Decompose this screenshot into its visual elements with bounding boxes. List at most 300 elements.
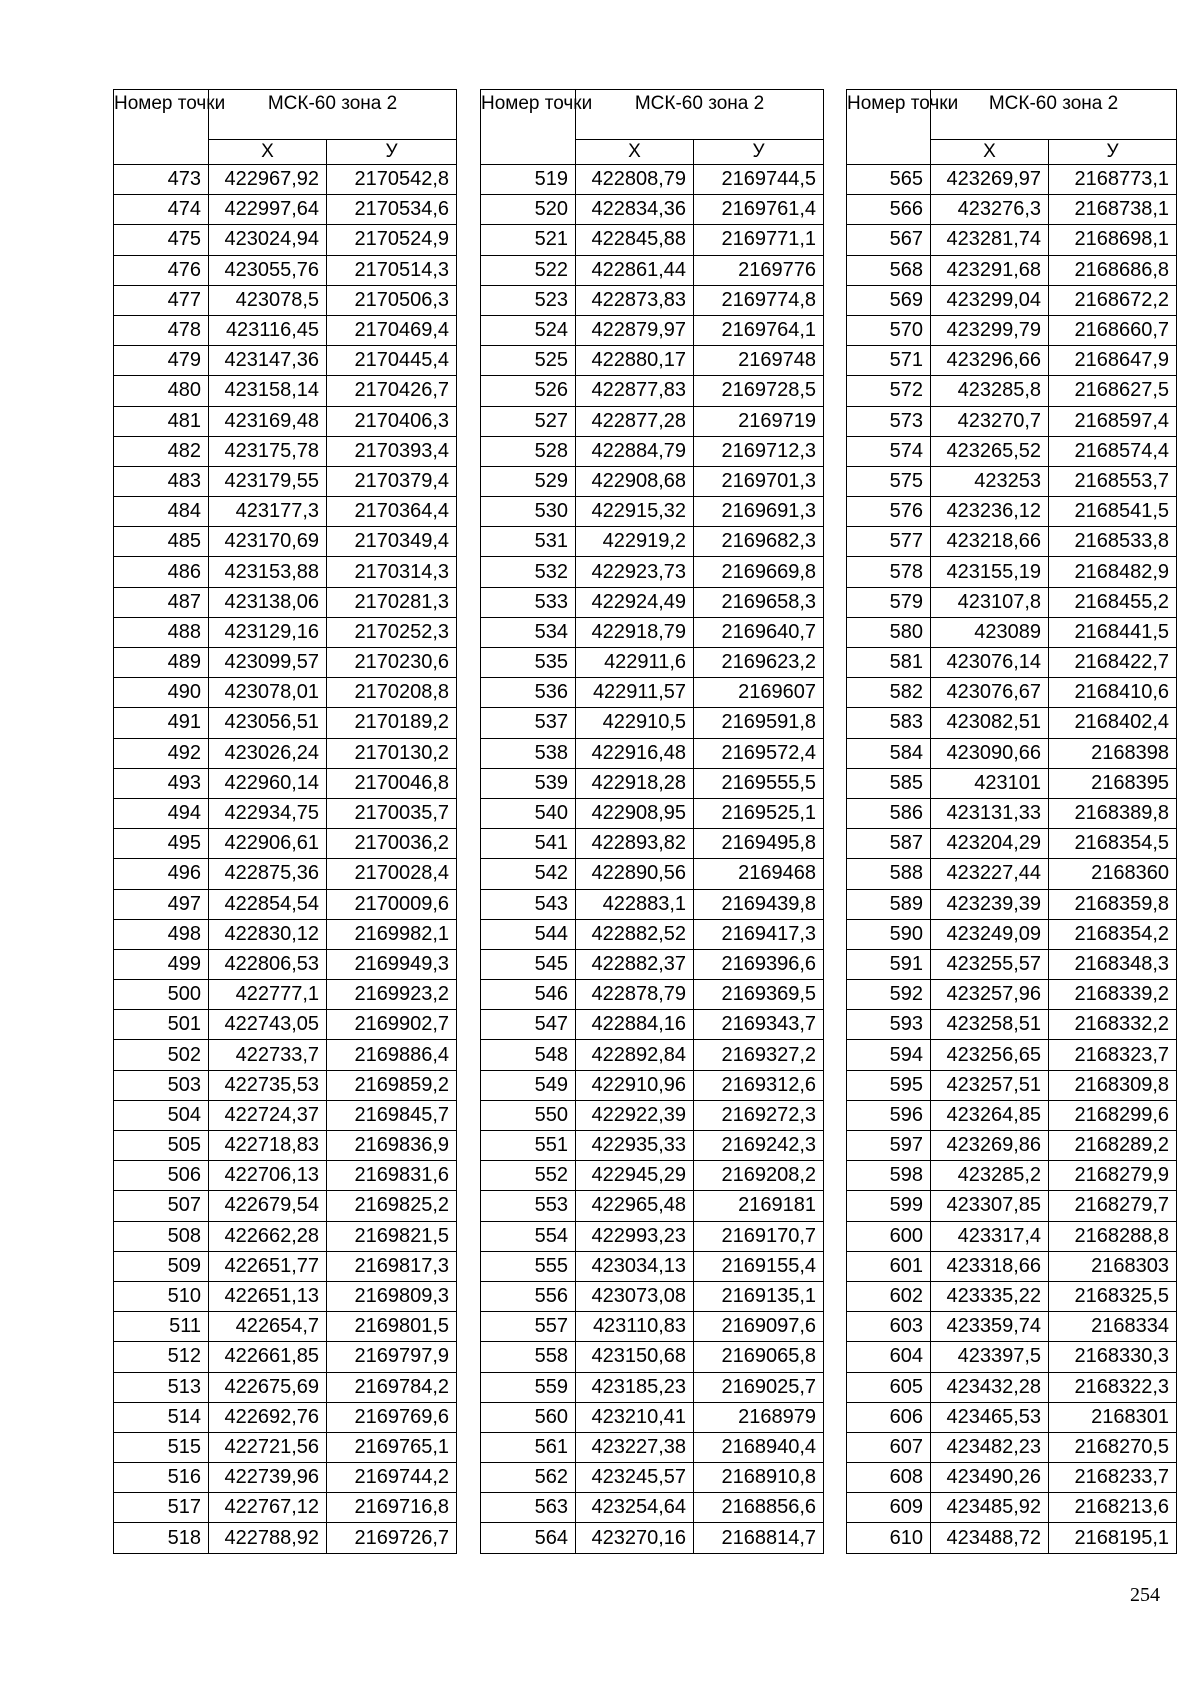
x-coordinate-cell: 422651,77 bbox=[209, 1251, 327, 1281]
x-coordinate-cell: 423204,29 bbox=[931, 829, 1049, 859]
y-coordinate-cell: 2168574,4 bbox=[1049, 436, 1177, 466]
x-coordinate-cell: 423291,68 bbox=[931, 255, 1049, 285]
x-coordinate-cell: 422884,16 bbox=[576, 1010, 694, 1040]
x-coordinate-cell: 422724,37 bbox=[209, 1100, 327, 1130]
x-coordinate-cell: 423253 bbox=[931, 466, 1049, 496]
point-number-cell: 547 bbox=[481, 1010, 576, 1040]
y-coordinate-cell: 2170506,3 bbox=[327, 285, 457, 315]
table-row bbox=[481, 1010, 824, 1040]
table-row bbox=[481, 1100, 824, 1130]
x-coordinate-cell: 422911,6 bbox=[576, 648, 694, 678]
point-number-cell: 505 bbox=[114, 1131, 209, 1161]
point-number-cell: 475 bbox=[114, 225, 209, 255]
y-coordinate-cell: 2169658,3 bbox=[694, 587, 824, 617]
x-coordinate-cell: 423055,76 bbox=[209, 255, 327, 285]
x-coordinate-cell: 423299,04 bbox=[931, 285, 1049, 315]
y-coordinate-cell: 2168541,5 bbox=[1049, 497, 1177, 527]
y-coordinate-cell: 2168533,8 bbox=[1049, 527, 1177, 557]
x-coordinate-cell: 422877,28 bbox=[576, 406, 694, 436]
point-number-cell: 603 bbox=[847, 1312, 931, 1342]
table-row bbox=[847, 497, 1177, 527]
x-coordinate-cell: 422884,79 bbox=[576, 436, 694, 466]
y-coordinate-cell: 2169369,5 bbox=[694, 980, 824, 1010]
y-coordinate-cell: 2168389,8 bbox=[1049, 798, 1177, 828]
table-row bbox=[481, 1402, 824, 1432]
table-row bbox=[114, 1312, 457, 1342]
point-number-cell: 608 bbox=[847, 1463, 931, 1493]
point-number-cell: 540 bbox=[481, 798, 576, 828]
y-coordinate-cell: 2170208,8 bbox=[327, 678, 457, 708]
y-coordinate-cell: 2169726,7 bbox=[327, 1523, 457, 1553]
coordinate-system-header: МСК-60 зона 2 bbox=[931, 90, 1177, 140]
point-number-cell: 499 bbox=[114, 949, 209, 979]
table-row bbox=[114, 980, 457, 1010]
y-coordinate-cell: 2169242,3 bbox=[694, 1131, 824, 1161]
point-number-cell: 592 bbox=[847, 980, 931, 1010]
point-number-cell: 476 bbox=[114, 255, 209, 285]
table-row bbox=[481, 527, 824, 557]
point-number-cell: 553 bbox=[481, 1191, 576, 1221]
table-row bbox=[481, 829, 824, 859]
table-row bbox=[847, 980, 1177, 1010]
point-number-cell: 514 bbox=[114, 1402, 209, 1432]
y-coordinate-cell: 2169831,6 bbox=[327, 1161, 457, 1191]
point-number-cell: 568 bbox=[847, 255, 931, 285]
y-coordinate-cell: 2168979 bbox=[694, 1402, 824, 1432]
table-row bbox=[481, 648, 824, 678]
coordinates-table-3 bbox=[846, 89, 1177, 1554]
x-coordinate-cell: 423218,66 bbox=[931, 527, 1049, 557]
y-coordinate-cell: 2169691,3 bbox=[694, 497, 824, 527]
point-number-cell: 481 bbox=[114, 406, 209, 436]
x-coordinate-cell: 422911,57 bbox=[576, 678, 694, 708]
x-coordinate-cell: 422777,1 bbox=[209, 980, 327, 1010]
x-coordinate-cell: 423026,24 bbox=[209, 738, 327, 768]
point-number-cell: 509 bbox=[114, 1251, 209, 1281]
x-coordinate-cell: 423116,45 bbox=[209, 315, 327, 345]
point-number-cell: 494 bbox=[114, 798, 209, 828]
y-coordinate-cell: 2169902,7 bbox=[327, 1010, 457, 1040]
table-row bbox=[847, 859, 1177, 889]
point-number-cell: 498 bbox=[114, 919, 209, 949]
point-number-cell: 579 bbox=[847, 587, 931, 617]
point-number-header: Номер точки bbox=[847, 90, 931, 165]
y-coordinate-cell: 2169748 bbox=[694, 346, 824, 376]
y-coordinate-cell: 2169170,7 bbox=[694, 1221, 824, 1251]
table-row bbox=[481, 1191, 824, 1221]
y-coordinate-cell: 2169797,9 bbox=[327, 1342, 457, 1372]
y-coordinate-cell: 2169728,5 bbox=[694, 376, 824, 406]
point-number-cell: 578 bbox=[847, 557, 931, 587]
point-number-cell: 529 bbox=[481, 466, 576, 496]
table-row bbox=[847, 798, 1177, 828]
y-coordinate-cell: 2169525,1 bbox=[694, 798, 824, 828]
table-row bbox=[114, 859, 457, 889]
y-coordinate-cell: 2170046,8 bbox=[327, 768, 457, 798]
x-coordinate-cell: 422908,68 bbox=[576, 466, 694, 496]
x-coordinate-cell: 422875,36 bbox=[209, 859, 327, 889]
x-coordinate-cell: 423099,57 bbox=[209, 648, 327, 678]
table-row bbox=[481, 255, 824, 285]
table-row bbox=[481, 617, 824, 647]
y-coordinate-cell: 2169982,1 bbox=[327, 919, 457, 949]
point-number-cell: 524 bbox=[481, 315, 576, 345]
y-coordinate-cell: 2168814,7 bbox=[694, 1523, 824, 1553]
x-coordinate-cell: 422910,5 bbox=[576, 708, 694, 738]
point-number-cell: 528 bbox=[481, 436, 576, 466]
x-coordinate-cell: 423285,8 bbox=[931, 376, 1049, 406]
x-coordinate-cell: 423227,38 bbox=[576, 1432, 694, 1462]
table-row bbox=[847, 285, 1177, 315]
table-row bbox=[114, 1251, 457, 1281]
x-coordinate-cell: 423317,4 bbox=[931, 1221, 1049, 1251]
x-coordinate-cell: 422834,36 bbox=[576, 195, 694, 225]
table-row bbox=[847, 889, 1177, 919]
x-coordinate-cell: 422906,61 bbox=[209, 829, 327, 859]
x-coordinate-cell: 423024,94 bbox=[209, 225, 327, 255]
x-coordinate-cell: 422733,7 bbox=[209, 1040, 327, 1070]
table-row bbox=[114, 829, 457, 859]
point-number-cell: 534 bbox=[481, 617, 576, 647]
x-coordinate-cell: 423359,74 bbox=[931, 1312, 1049, 1342]
table-row bbox=[847, 587, 1177, 617]
point-number-cell: 521 bbox=[481, 225, 576, 255]
y-coordinate-cell: 2168348,3 bbox=[1049, 949, 1177, 979]
y-coordinate-cell: 2170028,4 bbox=[327, 859, 457, 889]
point-number-cell: 533 bbox=[481, 587, 576, 617]
table-row bbox=[481, 225, 824, 255]
x-coordinate-cell: 422675,69 bbox=[209, 1372, 327, 1402]
point-number-cell: 473 bbox=[114, 165, 209, 195]
y-coordinate-cell: 2169809,3 bbox=[327, 1281, 457, 1311]
table-row bbox=[114, 285, 457, 315]
y-coordinate-cell: 2168289,2 bbox=[1049, 1131, 1177, 1161]
point-number-cell: 548 bbox=[481, 1040, 576, 1070]
table-row bbox=[847, 406, 1177, 436]
point-number-cell: 510 bbox=[114, 1281, 209, 1311]
table-row bbox=[847, 1010, 1177, 1040]
y-coordinate-cell: 2170009,6 bbox=[327, 889, 457, 919]
point-number-cell: 507 bbox=[114, 1191, 209, 1221]
x-coordinate-cell: 422997,64 bbox=[209, 195, 327, 225]
y-coordinate-cell: 2169774,8 bbox=[694, 285, 824, 315]
point-number-cell: 557 bbox=[481, 1312, 576, 1342]
y-coordinate-cell: 2169701,3 bbox=[694, 466, 824, 496]
y-coordinate-cell: 2170542,8 bbox=[327, 165, 457, 195]
x-coordinate-cell: 423239,39 bbox=[931, 889, 1049, 919]
x-coordinate-cell: 422923,73 bbox=[576, 557, 694, 587]
y-coordinate-cell: 2168354,2 bbox=[1049, 919, 1177, 949]
y-coordinate-cell: 2168940,4 bbox=[694, 1432, 824, 1462]
point-number-cell: 575 bbox=[847, 466, 931, 496]
x-coordinate-cell: 422945,29 bbox=[576, 1161, 694, 1191]
point-number-cell: 583 bbox=[847, 708, 931, 738]
x-coordinate-cell: 423227,44 bbox=[931, 859, 1049, 889]
table-row bbox=[114, 648, 457, 678]
y-coordinate-cell: 2169327,2 bbox=[694, 1040, 824, 1070]
x-coordinate-cell: 423257,51 bbox=[931, 1070, 1049, 1100]
point-number-cell: 497 bbox=[114, 889, 209, 919]
x-coordinate-cell: 422910,96 bbox=[576, 1070, 694, 1100]
x-coordinate-cell: 422788,92 bbox=[209, 1523, 327, 1553]
point-number-cell: 582 bbox=[847, 678, 931, 708]
table-row bbox=[114, 225, 457, 255]
table-row bbox=[481, 376, 824, 406]
x-coordinate-cell: 423150,68 bbox=[576, 1342, 694, 1372]
x-coordinate-cell: 422890,56 bbox=[576, 859, 694, 889]
y-coordinate-cell: 2169623,2 bbox=[694, 648, 824, 678]
x-coordinate-cell: 422767,12 bbox=[209, 1493, 327, 1523]
x-coordinate-cell: 423299,79 bbox=[931, 315, 1049, 345]
point-number-cell: 606 bbox=[847, 1402, 931, 1432]
x-coordinate-cell: 423482,23 bbox=[931, 1432, 1049, 1462]
x-coordinate-cell: 422877,83 bbox=[576, 376, 694, 406]
point-number-cell: 487 bbox=[114, 587, 209, 617]
table-row bbox=[114, 255, 457, 285]
y-coordinate-cell: 2168360 bbox=[1049, 859, 1177, 889]
table-row bbox=[114, 436, 457, 466]
y-coordinate-cell: 2168303 bbox=[1049, 1251, 1177, 1281]
x-coordinate-cell: 423185,23 bbox=[576, 1372, 694, 1402]
y-coordinate-cell: 2168299,6 bbox=[1049, 1100, 1177, 1130]
point-number-cell: 488 bbox=[114, 617, 209, 647]
y-coordinate-cell: 2169682,3 bbox=[694, 527, 824, 557]
x-coordinate-cell: 422692,76 bbox=[209, 1402, 327, 1432]
y-coordinate-cell: 2168354,5 bbox=[1049, 829, 1177, 859]
y-coordinate-cell: 2169769,6 bbox=[327, 1402, 457, 1432]
y-coordinate-cell: 2169719 bbox=[694, 406, 824, 436]
point-number-cell: 477 bbox=[114, 285, 209, 315]
y-coordinate-cell: 2169776 bbox=[694, 255, 824, 285]
table-row bbox=[847, 1432, 1177, 1462]
table-row bbox=[114, 1191, 457, 1221]
y-coordinate-cell: 2168698,1 bbox=[1049, 225, 1177, 255]
x-coordinate-cell: 422960,14 bbox=[209, 768, 327, 798]
table-row bbox=[481, 195, 824, 225]
point-number-cell: 562 bbox=[481, 1463, 576, 1493]
table-row bbox=[847, 1221, 1177, 1251]
y-coordinate-cell: 2170036,2 bbox=[327, 829, 457, 859]
point-number-cell: 581 bbox=[847, 648, 931, 678]
x-coordinate-cell: 422806,53 bbox=[209, 949, 327, 979]
y-coordinate-cell: 2168410,6 bbox=[1049, 678, 1177, 708]
y-coordinate-cell: 2169097,6 bbox=[694, 1312, 824, 1342]
table-row bbox=[481, 768, 824, 798]
table-row bbox=[481, 165, 824, 195]
point-number-cell: 543 bbox=[481, 889, 576, 919]
point-number-cell: 495 bbox=[114, 829, 209, 859]
x-coordinate-cell: 423131,33 bbox=[931, 798, 1049, 828]
y-coordinate-cell: 2168288,8 bbox=[1049, 1221, 1177, 1251]
table-row bbox=[847, 1040, 1177, 1070]
table-row bbox=[114, 466, 457, 496]
y-coordinate-cell: 2168422,7 bbox=[1049, 648, 1177, 678]
y-coordinate-cell: 2169886,4 bbox=[327, 1040, 457, 1070]
y-coordinate-cell: 2169439,8 bbox=[694, 889, 824, 919]
table-row bbox=[481, 557, 824, 587]
y-coordinate-cell: 2168647,9 bbox=[1049, 346, 1177, 376]
y-coordinate-cell: 2168398 bbox=[1049, 738, 1177, 768]
y-coordinate-cell: 2169181 bbox=[694, 1191, 824, 1221]
y-coordinate-cell: 2170379,4 bbox=[327, 466, 457, 496]
point-number-cell: 556 bbox=[481, 1281, 576, 1311]
x-coordinate-cell: 423158,14 bbox=[209, 376, 327, 406]
point-number-cell: 552 bbox=[481, 1161, 576, 1191]
y-coordinate-cell: 2168334 bbox=[1049, 1312, 1177, 1342]
point-number-cell: 478 bbox=[114, 315, 209, 345]
x-coordinate-cell: 423110,83 bbox=[576, 1312, 694, 1342]
table-row bbox=[481, 1432, 824, 1462]
table-row bbox=[114, 346, 457, 376]
y-coordinate-cell: 2170281,3 bbox=[327, 587, 457, 617]
x-coordinate-cell: 422934,75 bbox=[209, 798, 327, 828]
x-coordinate-cell: 423078,5 bbox=[209, 285, 327, 315]
y-coordinate-cell: 2168279,9 bbox=[1049, 1161, 1177, 1191]
table-row bbox=[847, 708, 1177, 738]
y-coordinate-cell: 2169716,8 bbox=[327, 1493, 457, 1523]
point-number-cell: 560 bbox=[481, 1402, 576, 1432]
x-coordinate-cell: 423179,55 bbox=[209, 466, 327, 496]
point-number-cell: 474 bbox=[114, 195, 209, 225]
point-number-cell: 530 bbox=[481, 497, 576, 527]
table-row bbox=[481, 708, 824, 738]
y-coordinate-cell: 2168441,5 bbox=[1049, 617, 1177, 647]
table-row bbox=[847, 466, 1177, 496]
point-number-cell: 526 bbox=[481, 376, 576, 406]
table-row bbox=[847, 768, 1177, 798]
table-row bbox=[481, 1251, 824, 1281]
y-coordinate-cell: 2169208,2 bbox=[694, 1161, 824, 1191]
x-coordinate-cell: 423245,57 bbox=[576, 1463, 694, 1493]
y-coordinate-cell: 2168270,5 bbox=[1049, 1432, 1177, 1462]
point-number-cell: 551 bbox=[481, 1131, 576, 1161]
y-coordinate-cell: 2168856,6 bbox=[694, 1493, 824, 1523]
x-coordinate-cell: 423397,5 bbox=[931, 1342, 1049, 1372]
x-column-header: Х bbox=[209, 140, 327, 165]
y-coordinate-cell: 2170393,4 bbox=[327, 436, 457, 466]
point-number-cell: 513 bbox=[114, 1372, 209, 1402]
point-number-cell: 594 bbox=[847, 1040, 931, 1070]
x-coordinate-cell: 422922,39 bbox=[576, 1100, 694, 1130]
x-coordinate-cell: 422661,85 bbox=[209, 1342, 327, 1372]
table-row bbox=[481, 1342, 824, 1372]
point-number-cell: 504 bbox=[114, 1100, 209, 1130]
y-coordinate-cell: 2169821,5 bbox=[327, 1221, 457, 1251]
table-row bbox=[481, 1221, 824, 1251]
x-coordinate-cell: 423076,67 bbox=[931, 678, 1049, 708]
table-row bbox=[481, 738, 824, 768]
y-coordinate-cell: 2170445,4 bbox=[327, 346, 457, 376]
y-coordinate-cell: 2169765,1 bbox=[327, 1432, 457, 1462]
point-number-cell: 501 bbox=[114, 1010, 209, 1040]
x-coordinate-cell: 423090,66 bbox=[931, 738, 1049, 768]
x-coordinate-cell: 422739,96 bbox=[209, 1463, 327, 1493]
x-coordinate-cell: 423177,3 bbox=[209, 497, 327, 527]
x-coordinate-cell: 422873,83 bbox=[576, 285, 694, 315]
y-coordinate-cell: 2169417,3 bbox=[694, 919, 824, 949]
x-coordinate-cell: 423210,41 bbox=[576, 1402, 694, 1432]
table-row bbox=[847, 1161, 1177, 1191]
point-number-cell: 586 bbox=[847, 798, 931, 828]
table-row bbox=[481, 466, 824, 496]
x-coordinate-cell: 422918,28 bbox=[576, 768, 694, 798]
y-coordinate-cell: 2169764,1 bbox=[694, 315, 824, 345]
x-coordinate-cell: 422880,17 bbox=[576, 346, 694, 376]
point-number-cell: 491 bbox=[114, 708, 209, 738]
x-coordinate-cell: 422915,32 bbox=[576, 497, 694, 527]
point-number-cell: 571 bbox=[847, 346, 931, 376]
x-coordinate-cell: 422830,12 bbox=[209, 919, 327, 949]
table-row bbox=[481, 889, 824, 919]
table-row bbox=[847, 1372, 1177, 1402]
table-row bbox=[481, 346, 824, 376]
y-coordinate-cell: 2169712,3 bbox=[694, 436, 824, 466]
x-column-header: Х bbox=[931, 140, 1049, 165]
x-coordinate-cell: 423264,85 bbox=[931, 1100, 1049, 1130]
y-coordinate-cell: 2169025,7 bbox=[694, 1372, 824, 1402]
y-coordinate-cell: 2169825,2 bbox=[327, 1191, 457, 1221]
y-coordinate-cell: 2169845,7 bbox=[327, 1100, 457, 1130]
y-coordinate-cell: 2168323,7 bbox=[1049, 1040, 1177, 1070]
table-row bbox=[847, 1251, 1177, 1281]
table-row bbox=[847, 1493, 1177, 1523]
y-coordinate-cell: 2168553,7 bbox=[1049, 466, 1177, 496]
x-coordinate-cell: 422967,92 bbox=[209, 165, 327, 195]
point-number-cell: 576 bbox=[847, 497, 931, 527]
y-coordinate-cell: 2170406,3 bbox=[327, 406, 457, 436]
point-number-cell: 598 bbox=[847, 1161, 931, 1191]
x-coordinate-cell: 423101 bbox=[931, 768, 1049, 798]
table-row bbox=[114, 617, 457, 647]
y-coordinate-cell: 2169744,5 bbox=[694, 165, 824, 195]
point-number-cell: 593 bbox=[847, 1010, 931, 1040]
x-coordinate-cell: 422706,13 bbox=[209, 1161, 327, 1191]
table-row bbox=[847, 165, 1177, 195]
point-number-cell: 604 bbox=[847, 1342, 931, 1372]
y-coordinate-cell: 2168660,7 bbox=[1049, 315, 1177, 345]
point-number-cell: 609 bbox=[847, 1493, 931, 1523]
point-number-cell: 492 bbox=[114, 738, 209, 768]
x-coordinate-cell: 423169,48 bbox=[209, 406, 327, 436]
point-number-cell: 502 bbox=[114, 1040, 209, 1070]
table-row bbox=[114, 1463, 457, 1493]
y-coordinate-cell: 2170130,2 bbox=[327, 738, 457, 768]
point-number-cell: 580 bbox=[847, 617, 931, 647]
y-coordinate-cell: 2169607 bbox=[694, 678, 824, 708]
point-number-cell: 590 bbox=[847, 919, 931, 949]
table-row bbox=[481, 1493, 824, 1523]
x-coordinate-cell: 422924,49 bbox=[576, 587, 694, 617]
table-row bbox=[114, 1281, 457, 1311]
table-row bbox=[481, 285, 824, 315]
x-coordinate-cell: 423318,66 bbox=[931, 1251, 1049, 1281]
table-row bbox=[114, 195, 457, 225]
y-coordinate-cell: 2168325,5 bbox=[1049, 1281, 1177, 1311]
point-number-cell: 485 bbox=[114, 527, 209, 557]
table-row bbox=[847, 829, 1177, 859]
y-coordinate-cell: 2169949,3 bbox=[327, 949, 457, 979]
table-row bbox=[481, 949, 824, 979]
y-coordinate-cell: 2168910,8 bbox=[694, 1463, 824, 1493]
table-row bbox=[114, 1010, 457, 1040]
x-coordinate-cell: 423269,86 bbox=[931, 1131, 1049, 1161]
point-number-cell: 523 bbox=[481, 285, 576, 315]
table-row bbox=[847, 1100, 1177, 1130]
table-row bbox=[114, 1432, 457, 1462]
x-coordinate-cell: 423307,85 bbox=[931, 1191, 1049, 1221]
table-row bbox=[847, 1463, 1177, 1493]
table-row bbox=[847, 376, 1177, 406]
